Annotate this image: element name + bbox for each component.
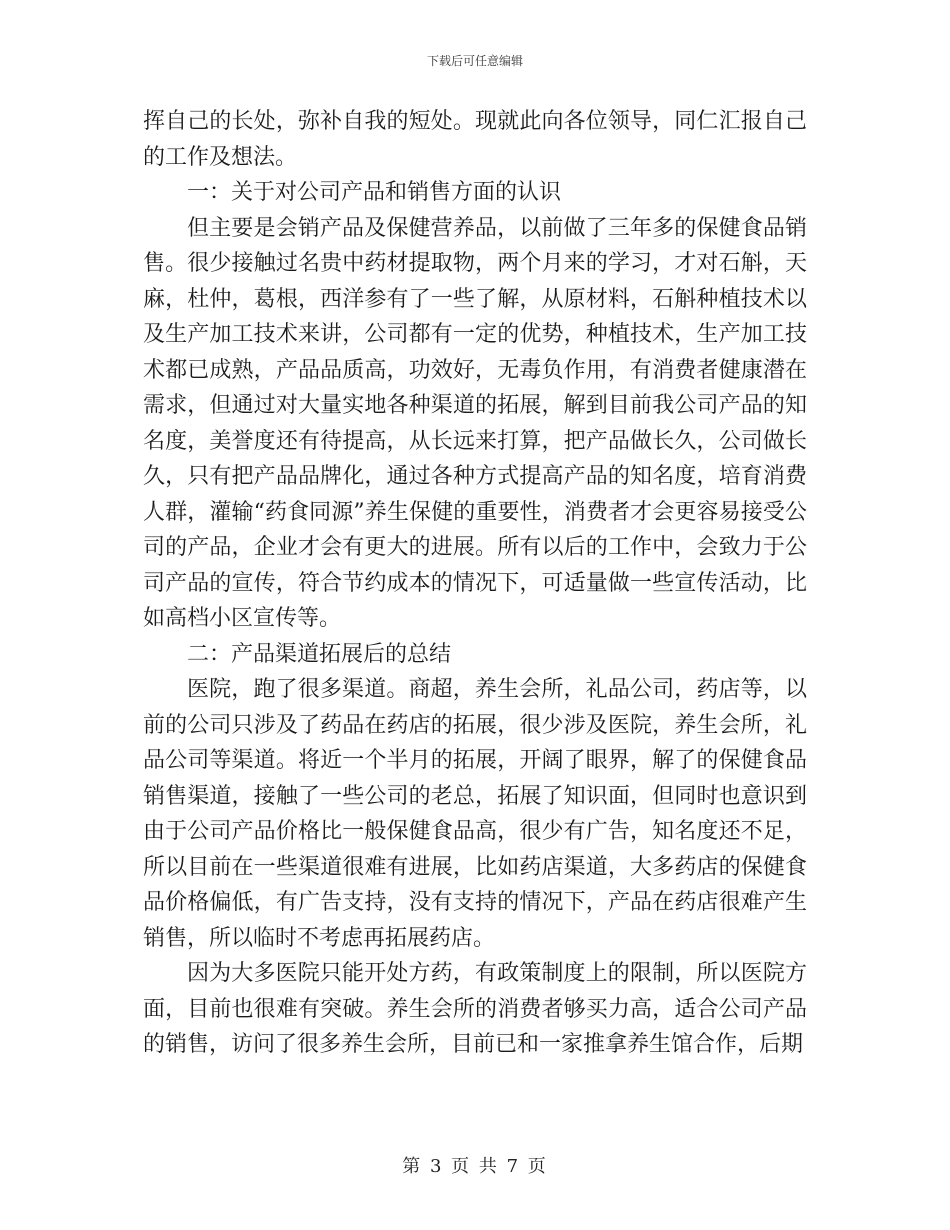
section-heading-1: 一：关于对公司产品和销售方面的认识 — [187, 180, 562, 205]
paragraph-1: 挥自己的长处，弥补自我的短处。现就此向各位领导，同仁汇报自己的工作及想法。 — [143, 109, 807, 170]
section-heading-2: 二：产品渠道拓展后的总结 — [187, 641, 452, 667]
paragraph-2: 但主要是会销产品及保健营养品，以前做了三年多的保健食品销售。很少接触过名贵中药材提取物，两个月来的学习，才对石斛，天麻，杜仲，葛根，西洋参有了一些了解，从原材料，石斛种植技术以及生产加工技术来讲，公司都有一定的优势，种植技术，生产加工技术都已成熟，产品品质高，功效好，无毒负作用，有消费者健康潜在需求，但通过对大量实地各种渠道的拓展，解到目前我公司产品的知名度，美誉度还有待提高，从长远来打算，把产品做长久，公司做长久，只有把产品品牌化，通过各种方式提高产品的知名度，培育消费人群，灌输“药食同源”养生保健的重要性，消费者才会更容易接受公司的产品，企业才会有更大的进展。所有以后的工作中，会致力于公司产品的宣传，符合节约成本的情况下，可适量做一些宣传活动，比如高档小区宣传等。 — [143, 215, 807, 631]
page-header: 下载后可任意编辑 — [426, 54, 523, 68]
paragraph-3: 医院，跑了很多渠道。商超，养生会所，礼品公司，药店等，以前的公司只涉及了药品在药店的拓展，很少涉及医院，养生会所，礼品公司等渠道。将近一个半月的拓展，开阔了眼界，解了的保健食品销售渠道，接触了一些公司的老总，拓展了知识面，但同时也意识到由于公司产品价格比一般保健食品高，很少有广告，知名度还不足，所以目前在一些渠道很难有进展，比如药店渠道，大多药店的保健食品价格偏低，有广告支持，没有支持的情况下，产品在药店很难产生销售，所以临时不考虑再拓展药店。 — [143, 677, 807, 951]
document-body — [143, 104, 807, 1063]
page-number-footer: 第 3 页 共 7 页 — [402, 1156, 548, 1177]
paragraph-4: 因为大多医院只能开处方药，有政策制度上的限制，所以医院方面，目前也很难有突破。养生会所的消费者够买力高，适合公司产品的销售，访问了很多养生会所，目前已和一家推拿养生馆合作，后期 — [143, 961, 807, 1057]
